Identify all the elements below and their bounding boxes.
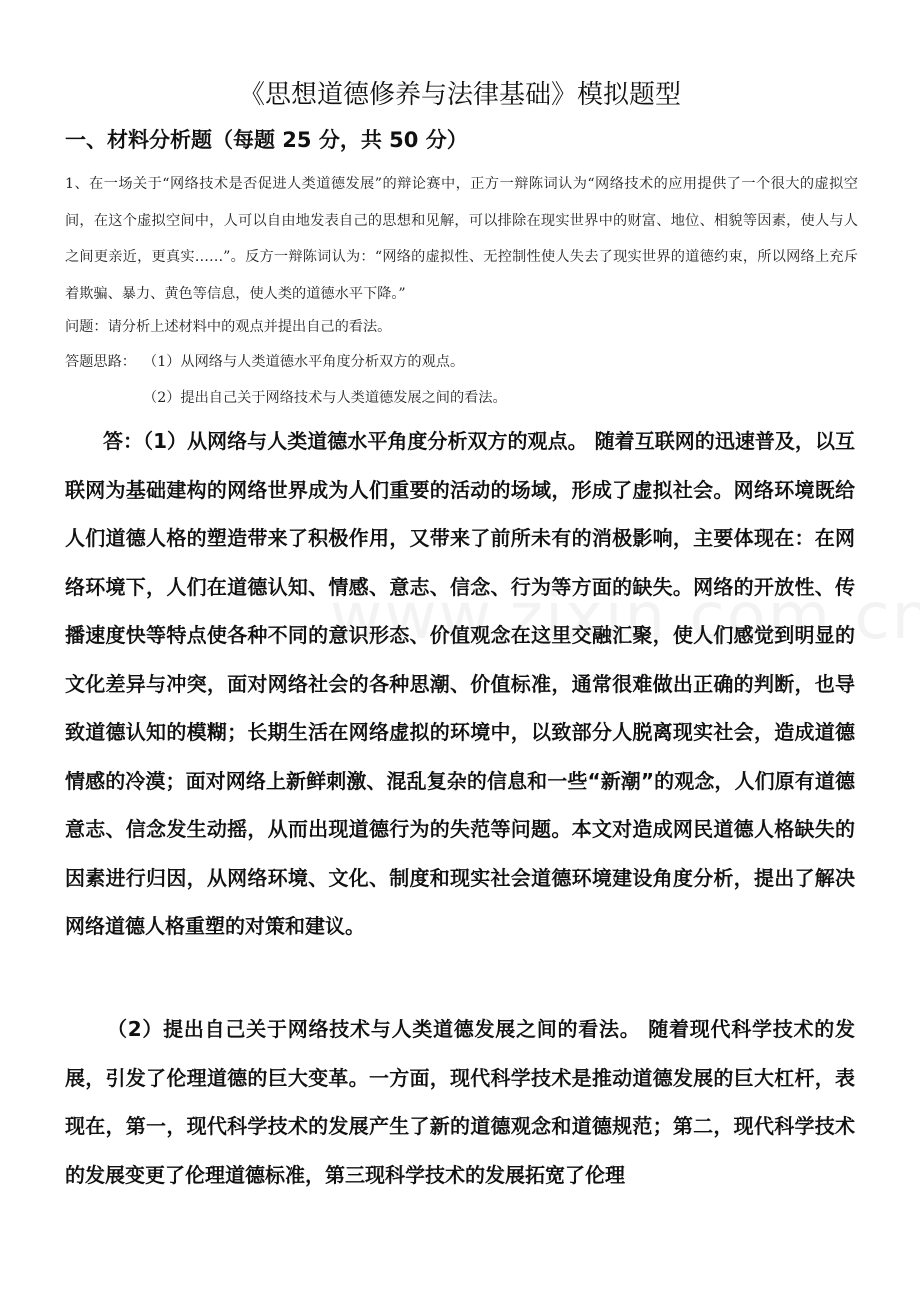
answer-paragraph-2: （2）提出自己关于网络技术与人类道德发展之间的看法。 随着现代科学技术的发展，引发了伦理道德的巨大变革。一方面，现代科学技术是推动道德发展的巨大杠杆，表现在，第一，现代科学技术的发展产生了新的道德观念和道德规范；第二，现代科学技术的发展变更了伦理道德标准，第三现科学技术的发展拓宽了伦理	[65, 1017, 855, 1187]
answer-hint-label: 答题思路：	[65, 354, 136, 370]
answer-paragraph-1: 答：（1）从网络与人类道德水平角度分析双方的观点。 随着互联网的迅速普及，以互联网为基础建构的网络世界成为人们重要的活动的场域，形成了虚拟社会。网络环境既给人们道德人格的塑造带来了积极作用，又带来了前所未有的消极影响，主要体现在：在网络环境下，人们在道德认知、情感、意志、信念、行为等方面的缺失。网络的开放性、传播速度快等特点使各种不同的意识形态、价值观念在这里交融汇聚，使人们感觉到明显的文化差异与冲突，面对网络社会的各种思潮、价值标准，通常很难做出正确的判断，也导致道德认知的模糊；长期生活在网络虚拟的环境中，以致部分人脱离现实社会，造成道德情感的冷漠；面对网络上新鲜刺激、混乱复杂的信息和一些“新潮”的观念，人们原有道德意志、信念发生动摇，从而出现道德行为的失范等问题。本文对造成网民道德人格缺失的因素进行归因，从网络环境、文化、制度和现实社会道德环境建设角度分析，提出了解决网络道德人格重塑的对策和建议。	[65, 429, 855, 938]
answer-hint-2: （2）提出自己关于网络技术与人类道德发展之间的看法。	[143, 390, 507, 406]
section-heading: 一、材料分析题（每题 25 分，共 50 分）	[65, 128, 468, 152]
question-prompt: 问题：请分析上述材料中的观点并提出自己的看法。	[65, 319, 392, 335]
document-title: 《思想道德修养与法律基础》模拟题型	[238, 80, 681, 110]
question-material: 1、在一场关于“网络技术是否促进人类道德发展”的辩论赛中，正方一辩陈词认为“网络技术的应用提供了一个很大的虚拟空间，在这个虚拟空间中，人可以自由地发表自己的思想和见解，可以排除在现实世界中的财富、地位、相貌等因素，使人与人之间更亲近，更真实……”。反方一辩陈词认为：“网络的虚拟性、无控制性使人失去了现实世界的道德约束，所以网络上充斥着欺骗、暴力、黄色等信息，使人类的道德水平下降。”	[65, 176, 858, 302]
answer-hint-1: （1）从网络与人类道德水平角度分析双方的观点。	[143, 354, 465, 370]
